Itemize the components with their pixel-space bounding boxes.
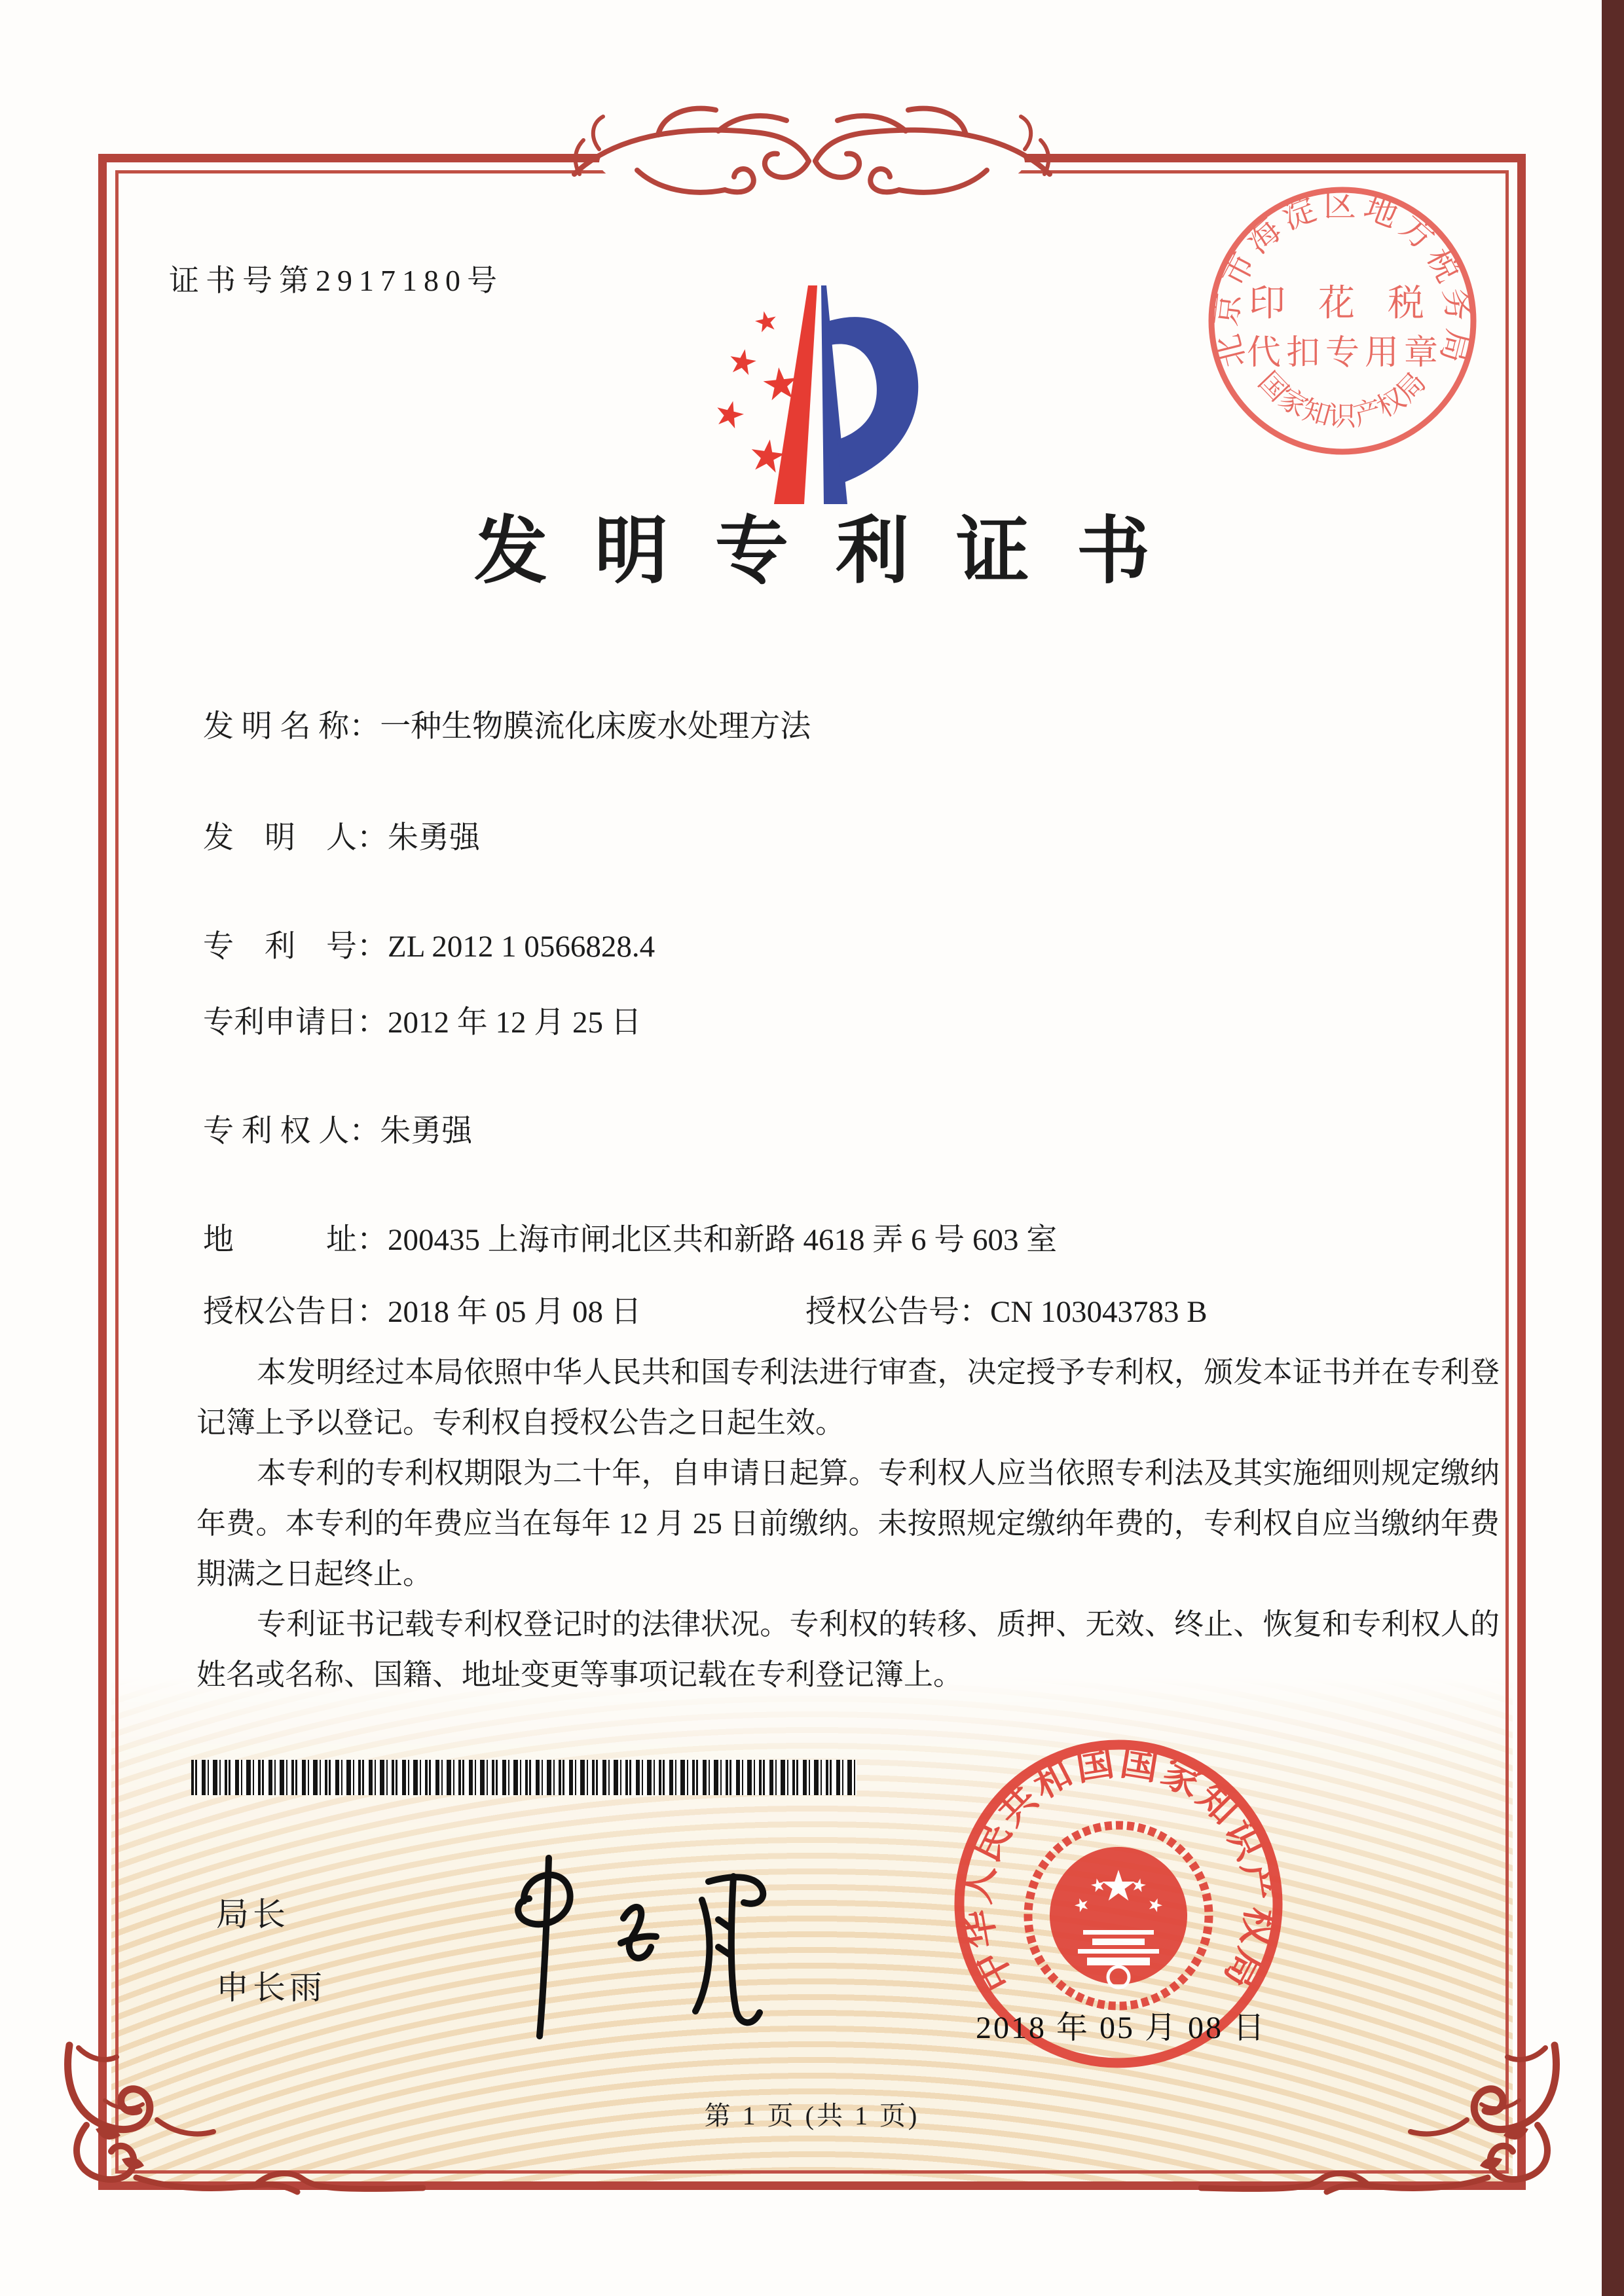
director-title-label: 局长 [216, 1896, 289, 1933]
grant-date-label: 授权公告日： [203, 1295, 388, 1329]
field-application-date [203, 998, 1506, 1042]
body-paragraph-1: 本发明经过本局依照中华人民共和国专利法进行审查，决定授予专利权，颁发本证书并在专利登记簿上予以登记。专利权自授权公告之日起生效。 [196, 1356, 1500, 1439]
field-value: 200435 上海市闸北区共和新路 4618 弄 6 号 603 室 [388, 1223, 1058, 1257]
field-label: 发 明 人： [203, 821, 388, 855]
svg-text:国家知识产权局 [1252, 367, 1432, 432]
field-value: 朱勇强 [388, 821, 480, 855]
field-label: 专 利 权 人： [203, 1114, 380, 1148]
national-emblem [1028, 1825, 1209, 2006]
grant-row [203, 1287, 1506, 1331]
tax-stamp-arc-top-text: 北京市海淀区地方税务局 [1207, 187, 1478, 372]
body-paragraph-3: 专利证书记载专利权登记时的法律状况。专利权的转移、质押、无效、终止、恢复和专利权人的姓名或名称、国籍、地址变更等事项记载在专利登记簿上。 [196, 1608, 1500, 1691]
field-patentee [203, 1106, 1506, 1150]
legal-body-text [196, 1347, 1500, 1700]
field-value: 一种生物膜流化床废水处理方法 [380, 710, 811, 744]
field-inventor [203, 813, 1506, 857]
grant-number-label: 授权公告号： [805, 1295, 990, 1329]
field-invention-name [203, 702, 1506, 746]
field-value: 2012 年 12 月 25 日 [388, 1006, 642, 1040]
field-label: 地 址： [203, 1223, 388, 1257]
logo-red-wedge [774, 285, 817, 504]
director-signature [426, 1838, 819, 2054]
field-label: 专利申请日： [203, 1006, 388, 1040]
booklet-edge-band [1602, 0, 1624, 2296]
tax-withholding-stamp [1205, 183, 1480, 458]
logo-blue-bowl [828, 317, 918, 483]
field-value: ZL 2012 1 0566828.4 [388, 930, 655, 964]
body-paragraph-2: 本专利的专利权期限为二十年，自申请日起算。专利权人应当依照专利法及其实施细则规定缴纳年费。本专利的年费应当在每年 12 月 25 日前缴纳。未按照规定缴纳年费的，专利权自应当缴纳年费期满之日起终止。 [196, 1457, 1500, 1590]
seal-arc-text: 中华人民共和国国家知识产权局 [955, 1740, 1282, 1998]
page-number: 第 1 页 (共 1 页) [704, 2101, 920, 2130]
director-name-label: 申长雨 [216, 1969, 326, 2006]
certificate-number: 证书号第2917180号 [169, 264, 504, 297]
field-patent-number [203, 922, 1506, 966]
grant-number-value: CN 103043783 B [990, 1295, 1208, 1329]
seal-date: 2018 年 05 月 08 日 [975, 2011, 1266, 2045]
tax-stamp-line1: 印 花 税 [1249, 283, 1436, 324]
grant-date-value: 2018 年 05 月 08 日 [388, 1295, 642, 1329]
field-value: 朱勇强 [380, 1114, 473, 1148]
field-address [203, 1215, 1506, 1259]
tax-stamp-line2: 代扣专用章 [1246, 335, 1444, 372]
certificate-title: 发明专利证书 [474, 511, 1197, 592]
tax-stamp-arc-bottom-text: 国家知识产权局 [1252, 367, 1433, 432]
field-label: 发 明 名 称： [203, 710, 380, 744]
field-label: 专 利 号： [203, 930, 388, 964]
certificate-barcode [191, 1760, 857, 1795]
